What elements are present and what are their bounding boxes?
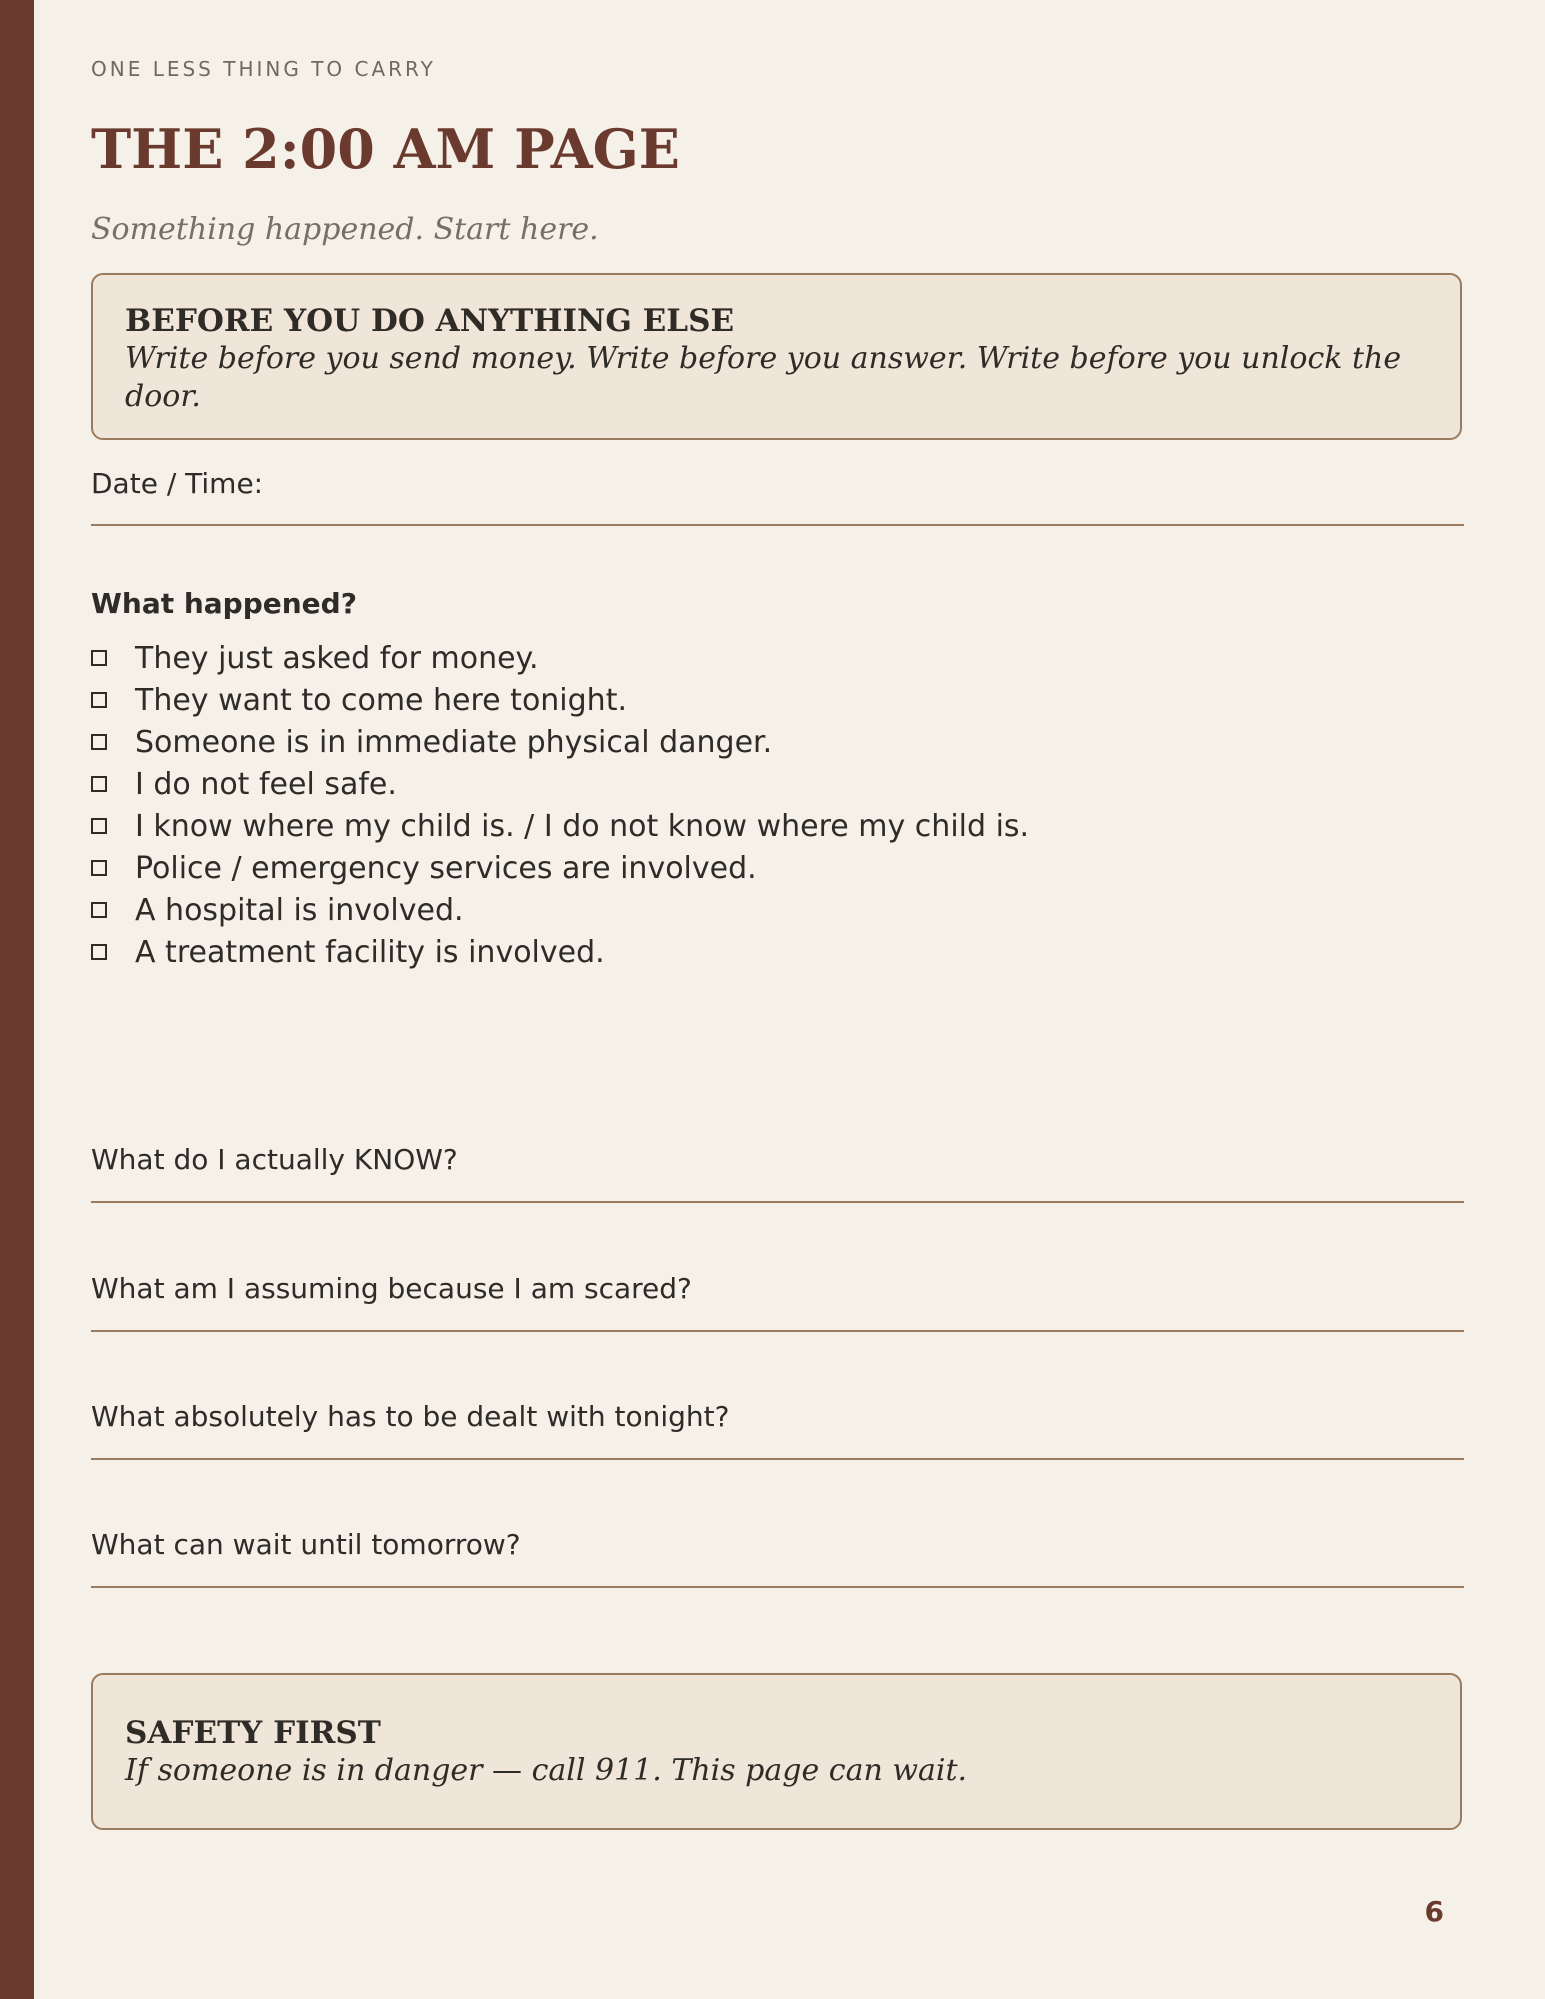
date-time-field[interactable]	[91, 467, 1464, 526]
checklist-item[interactable]	[91, 721, 1029, 763]
question-label: What am I assuming because I am scared?	[91, 1272, 692, 1305]
checkbox-icon[interactable]	[91, 944, 107, 960]
checkbox-icon[interactable]	[91, 734, 107, 750]
page-kicker: ONE LESS THING TO CARRY	[91, 57, 436, 81]
checklist-item[interactable]	[91, 805, 1029, 847]
checklist-item[interactable]	[91, 847, 1029, 889]
checklist-item[interactable]	[91, 679, 1029, 721]
checklist-item[interactable]	[91, 931, 1029, 973]
checkbox-icon[interactable]	[91, 692, 107, 708]
checkbox-icon[interactable]	[91, 818, 107, 834]
callout-text: Write before you send money. Write before you answer. Write before you unlock the door.	[125, 341, 1402, 414]
question-label: What do I actually KNOW?	[91, 1143, 458, 1176]
checklist-label: A hospital is involved.	[135, 892, 464, 928]
checklist-label: They want to come here tonight.	[135, 682, 627, 718]
checklist-label: A treatment facility is involved.	[135, 934, 605, 970]
question-assuming-field[interactable]	[91, 1272, 1464, 1332]
before-callout	[91, 273, 1462, 440]
worksheet-page	[91, 0, 1464, 1999]
what-happened-heading: What happened?	[91, 587, 357, 620]
page-number: 6	[1424, 1895, 1444, 1928]
checkbox-icon[interactable]	[91, 860, 107, 876]
date-time-label: Date / Time:	[91, 467, 264, 500]
callout-title: BEFORE YOU DO ANYTHING ELSE	[125, 303, 735, 339]
checklist-item[interactable]	[91, 637, 1029, 679]
callout-text: If someone is in danger — call 911. This page can wait.	[125, 1753, 968, 1789]
checklist-label: I know where my child is. / I do not know where my child is.	[135, 808, 1030, 844]
what-happened-checklist	[91, 637, 1029, 973]
safety-callout	[91, 1673, 1462, 1830]
checkbox-icon[interactable]	[91, 776, 107, 792]
page-subtitle: Something happened. Start here.	[91, 212, 599, 247]
question-label: What can wait until tomorrow?	[91, 1528, 521, 1561]
checkbox-icon[interactable]	[91, 902, 107, 918]
checklist-label: Police / emergency services are involved.	[135, 850, 757, 886]
checklist-label: I do not feel safe.	[135, 766, 397, 802]
checklist-label: They just asked for money.	[135, 640, 539, 676]
question-tonight-field[interactable]	[91, 1400, 1464, 1460]
question-label: What absolutely has to be dealt with tonight?	[91, 1400, 730, 1433]
question-know-field[interactable]	[91, 1143, 1464, 1203]
question-tomorrow-field[interactable]	[91, 1528, 1464, 1588]
checkbox-icon[interactable]	[91, 650, 107, 666]
checklist-label: Someone is in immediate physical danger.	[135, 724, 773, 760]
checklist-item[interactable]	[91, 889, 1029, 931]
checklist-item[interactable]	[91, 763, 1029, 805]
page-spine	[0, 0, 34, 1999]
callout-title: SAFETY FIRST	[125, 1715, 381, 1751]
page-title: THE 2:00 AM PAGE	[91, 117, 680, 181]
